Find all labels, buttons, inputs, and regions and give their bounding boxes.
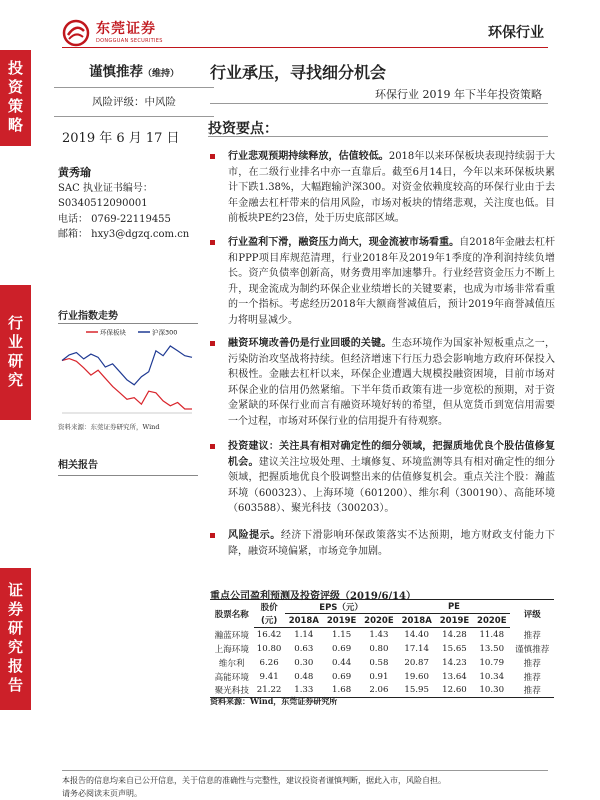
key-point-1-lead: 行业悲观预期持续释放，估值较低。 <box>228 151 389 162</box>
bullet-square-icon <box>210 154 215 159</box>
table-cell: 13.50 <box>479 643 505 654</box>
risk-rating: 风险评级：中风险 <box>54 88 214 117</box>
related-reports-heading: 相关报告 <box>58 456 198 476</box>
table-cell: 21.22 <box>254 684 285 698</box>
key-point-4-text: 建议关注垃圾处理、土壤修复、环境监测等具有相对确定性的细分领域，把握质地优良个股调整出来的估值修复机会。重点关注个股：瀚蓝环境（600323）、上海环境（601200）、维尔利（300190）、高能环境（603588）、聚光科技（300203）。 <box>228 456 556 515</box>
analyst-email: 邮箱： hxy3@dgzq.com.cn <box>58 229 190 241</box>
col-year: 2019E <box>323 614 360 628</box>
col-price-unit: (元) <box>254 614 285 628</box>
bullet-square-icon <box>210 341 215 346</box>
title-divider <box>210 103 548 104</box>
table-cell: 10.80 <box>256 643 282 654</box>
col-year: 2020E <box>473 614 510 628</box>
report-subtitle: 环保行业 2019 年下半年投资策略 <box>375 88 542 101</box>
table-cell: 推荐 <box>510 684 554 698</box>
key-point-2 <box>210 235 555 329</box>
key-point-5-text: 经济下滑影响环保政策落实不达预期，地方财政支付能力下降，融资环境偏紧，市场竞争加剧。 <box>228 530 556 557</box>
table-cell: 谨慎推荐 <box>515 644 550 655</box>
key-points-divider <box>208 136 548 137</box>
table-cell: 1.14 <box>294 629 314 640</box>
table-row <box>210 642 554 656</box>
table-cell: 12.60 <box>436 684 473 698</box>
table-cell: 15.65 <box>442 643 467 654</box>
bullet-square-icon <box>210 240 215 245</box>
table-cell: 1.68 <box>323 684 360 698</box>
analyst-cert-label: SAC 执业证书编号： <box>58 182 153 194</box>
table-cell: 高能环境 <box>214 672 249 683</box>
table-cell: 14.40 <box>404 629 429 640</box>
col-price: 股价 <box>254 600 285 614</box>
table-cell: 10.30 <box>473 684 510 698</box>
table-cell: 6.26 <box>259 657 279 668</box>
analyst-name: 黄秀瑜 <box>58 166 91 179</box>
key-points-heading: 投资要点： <box>208 121 278 137</box>
analyst-cert-no: S0340512090001 <box>58 198 148 210</box>
table-cell: 17.14 <box>404 643 429 654</box>
table-cell: 0.44 <box>332 657 352 668</box>
key-point-3 <box>210 336 555 430</box>
recommendation-value: 谨慎推荐 <box>88 64 143 80</box>
table-cell: 14.23 <box>442 657 467 668</box>
key-point-4 <box>210 439 555 517</box>
logo-name-cn: 东莞证券 <box>96 21 156 37</box>
side-tab-industry-label: 行业研究 <box>6 314 24 391</box>
table-row <box>210 628 554 642</box>
table-cell: 10.79 <box>479 657 505 668</box>
table-cell: 维尔利 <box>218 658 245 669</box>
header-divider <box>62 47 548 48</box>
footer-line-1: 本报告的信息均来自已公开信息，关于信息的准确性与完整性，建议投资者谨慎判断，据此入市，风险自担。 <box>62 776 446 785</box>
table-cell: 15.95 <box>398 684 436 698</box>
footer-divider <box>62 770 548 771</box>
key-point-5-lead: 风险提示。 <box>228 530 281 541</box>
side-tab-report-label: 证券研究报告 <box>6 582 24 696</box>
col-year: 2020E <box>360 614 397 628</box>
table-cell: 推荐 <box>523 630 541 641</box>
index-chart <box>58 323 198 421</box>
analyst-info <box>58 165 189 243</box>
report-title: 行业承压，寻找细分机会 <box>210 63 387 82</box>
table-cell: 瀚蓝环境 <box>214 630 249 641</box>
bullet-square-icon <box>210 533 215 538</box>
table-cell: 20.87 <box>404 657 429 668</box>
key-point-5 <box>210 528 555 559</box>
table-cell: 聚光科技 <box>210 684 254 698</box>
key-point-3-text: 生态环境作为国家补短板重点之一，污染防治攻坚战将持续。但经济增速下行压力恐会影响地方政府环保投入积极性。金融去杠杆以来，环保企业遭遇大规模投融资困境，目前市场对环保企业的信用仍然紧缩。下半年货币政策有进一步宽松的预期，对于资金紧缺的环保行业而言有融资环境好转的希望，但从宽货币到宽信用需要一个过程，市场对环保行业的信用提升有待观察。 <box>228 338 556 427</box>
table-cell: 1.33 <box>285 684 323 698</box>
table-cell: 推荐 <box>523 672 541 683</box>
side-tab-report <box>0 568 31 710</box>
footer-line-2: 请务必阅读末页声明。 <box>62 788 142 798</box>
table-cell: 14.28 <box>442 629 467 640</box>
side-tab-industry <box>0 285 31 420</box>
key-point-1 <box>210 149 555 227</box>
col-name: 股票名称 <box>210 600 254 628</box>
col-pe: PE <box>398 600 511 614</box>
key-point-4-lead: 投资建议：关注具有相对确定性的细分领域，把握质地优良个股估值修复机会。 <box>228 441 555 468</box>
index-chart-title: 行业指数走势 <box>58 311 118 322</box>
col-year: 2019E <box>436 614 473 628</box>
table-cell: 0.63 <box>294 643 314 654</box>
forecast-table-title: 重点公司盈利预测及投资评级（2019/6/14） <box>210 591 417 602</box>
table-cell: 19.60 <box>404 671 429 682</box>
side-tab-strategy <box>0 50 31 146</box>
table-cell: 上海环境 <box>214 644 249 655</box>
footer-disclaimer <box>62 775 548 800</box>
col-eps: EPS（元） <box>285 600 398 614</box>
chart-series-line <box>62 359 192 409</box>
recommendation <box>54 56 214 88</box>
key-point-1-text: 2018年以来环保板块表现持续弱于大市，在二级行业排名中亦一直靠后。截至6月14日，今年以来环保板块累计下跌1.38%，大幅跑输沪深300。对资金依赖度较高的环保行业由于去年金融去杠杆带来的信用风险，市场对板块的情绪悲观，关注度也低。目前板块PE约23倍，处于历史底部区域。 <box>228 151 555 225</box>
recommendation-note: （维持） <box>142 69 179 79</box>
table-cell: 1.43 <box>369 629 389 640</box>
table-cell: 0.58 <box>369 657 389 668</box>
analyst-phone: 电话： 0769-22119455 <box>58 213 171 225</box>
side-tab-strategy-label: 投资策略 <box>6 60 24 136</box>
table-cell: 0.91 <box>369 671 389 682</box>
col-year: 2018A <box>398 614 436 628</box>
table-cell: 0.69 <box>332 671 352 682</box>
company-logo-icon <box>62 19 90 47</box>
chart-legend-label: 环保板块 <box>100 328 126 337</box>
table-cell: 13.64 <box>442 671 467 682</box>
key-point-2-lead: 行业盈利下滑，融资压力尚大，现金流被市场看重。 <box>228 237 460 248</box>
table-cell: 11.48 <box>479 629 505 640</box>
table-cell: 0.30 <box>294 657 314 668</box>
table-cell: 推荐 <box>523 658 541 669</box>
table-row <box>210 656 554 670</box>
table-cell: 9.41 <box>259 671 279 682</box>
table-cell: 1.15 <box>332 629 352 640</box>
table-cell: 10.34 <box>479 671 505 682</box>
col-rating: 评级 <box>510 600 554 628</box>
table-cell: 16.42 <box>256 629 282 640</box>
rating-block <box>54 56 214 146</box>
company-logo <box>62 16 163 50</box>
forecast-table-source: 资料来源：Wind，东莞证券研究所 <box>210 696 338 706</box>
index-chart-svg <box>58 324 198 421</box>
index-chart-source: 资料来源：东莞证券研究所，Wind <box>58 423 160 431</box>
industry-label: 环保行业 <box>488 25 544 41</box>
col-year: 2018A <box>285 614 323 628</box>
table-cell: 0.69 <box>332 643 352 654</box>
report-date: 2019 年 6 月 17 日 <box>62 131 180 146</box>
table-cell: 0.48 <box>294 671 314 682</box>
table-cell: 2.06 <box>360 684 397 698</box>
key-point-2-text: 自2018年金融去杠杆和PPP项目库规范清理，行业2018年及2019年1季度的净利润持续负增长。资产负债率创新高，财务费用率加速攀升。行业经营资金压力不断上升，现金流成为制约环保企业业绩增长的关键要素，也成为市场非常看重的一个指标。考虑经历2018年大额商誉减值后，预计2019年商誉减值压力将明显减少。 <box>228 237 555 326</box>
table-row <box>210 670 554 684</box>
logo-name-en: DONGGUAN SECURITIES <box>96 38 163 44</box>
bullet-square-icon <box>210 444 215 449</box>
chart-legend-label: 沪深300 <box>152 328 178 337</box>
table-cell: 0.80 <box>369 643 389 654</box>
forecast-table <box>210 599 554 698</box>
key-point-3-lead: 融资环境改善仍是行业回暖的关键。 <box>228 338 392 349</box>
